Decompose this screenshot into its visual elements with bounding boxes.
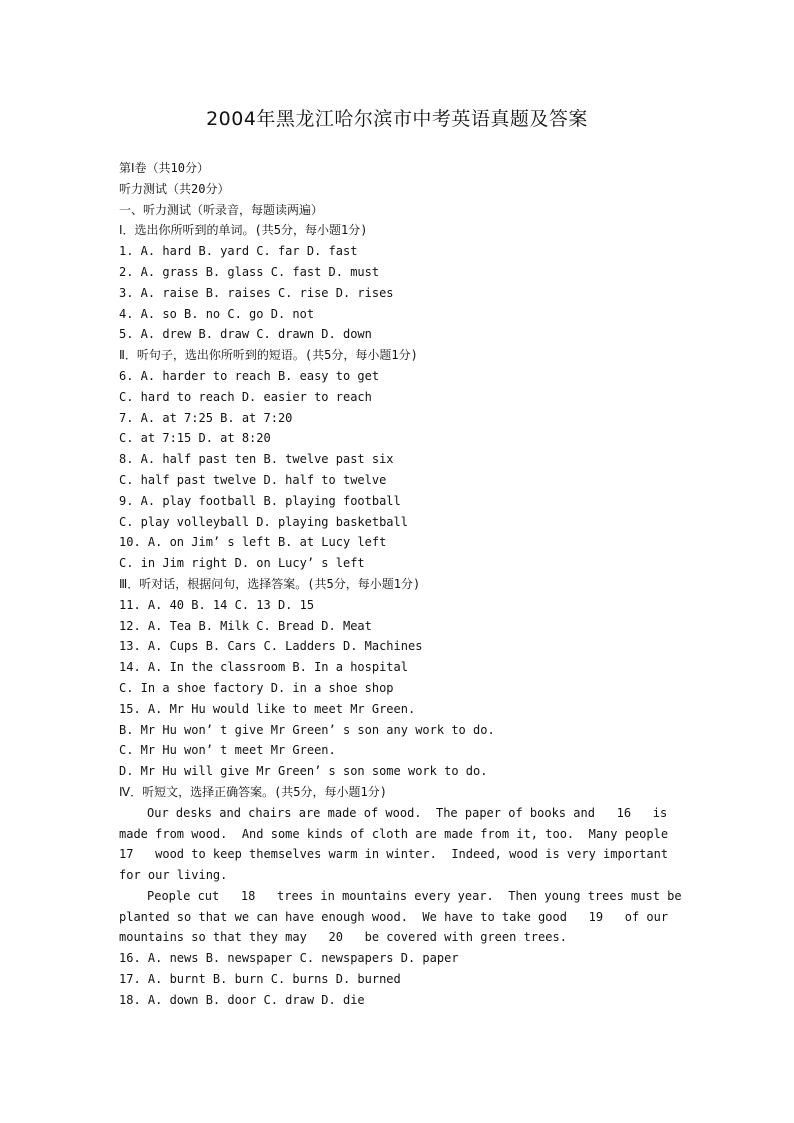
question-line: C. at 7:15 D. at 8:20 [119, 431, 271, 446]
passage-line: People cut 18 trees in mountains every year. Then young trees must be [147, 888, 682, 903]
question-line: 11. A. 40 B. 14 C. 13 D. 15 [119, 597, 315, 612]
question-line: C. in Jim right D. on Lucy’ s left [119, 556, 365, 571]
passage-paragraph [119, 803, 675, 886]
question-line: 15. A. Mr Hu would like to meet Mr Green. [119, 701, 416, 716]
part1-heading: Ⅰ．选出你所听到的单词。(共5分，每小题1分) [119, 223, 368, 238]
question-line: 18. A. down B. door C. draw D. die [119, 992, 365, 1007]
question-line: C. hard to reach D. easier to reach [119, 389, 372, 404]
question-line: 8. A. half past ten B. twelve past six [119, 452, 394, 467]
question-line: C. Mr Hu won’ t meet Mr Green. [119, 743, 336, 758]
question-line: C. play volleyball D. playing basketball [119, 514, 408, 529]
question-line: 13. A. Cups B. Cars C. Ladders D. Machines [119, 639, 423, 654]
passage-line: made from wood. And some kinds of cloth are made from it, too. Many people [119, 826, 669, 841]
passage-line: Our desks and chairs are made of wood. The paper of books and 16 is [147, 805, 668, 820]
question-line: C. In a shoe factory D. in a shoe shop [119, 680, 394, 695]
question-line: 3. A. raise B. raises C. rise D. rises [119, 285, 394, 300]
question-line: 5. A. drew B. draw C. drawn D. down [119, 327, 372, 342]
question-line: 7. A. at 7:25 B. at 7:20 [119, 410, 293, 425]
part4-heading: Ⅳ．听短文，选择正确答案。(共5分，每小题1分) [119, 784, 387, 799]
question-line: 17. A. burnt B. burn C. burns D. burned [119, 972, 401, 987]
passage-line: 17 wood to keep themselves warm in winter. Indeed, wood is very important [119, 847, 669, 862]
question-line: C. half past twelve D. half to twelve [119, 472, 387, 487]
question-line: 16. A. news B. newspaper C. newspapers D. paper [119, 951, 459, 966]
question-line: B. Mr Hu won’ t give Mr Green’ s son any work to do. [119, 722, 495, 737]
part2-heading: Ⅱ．听句子，选出你所听到的短语。(共5分，每小题1分) [119, 348, 418, 363]
section-heading: 听力测试（共20分） [119, 181, 230, 196]
passage-line: for our living. [119, 868, 228, 883]
question-line: 6. A. harder to reach B. easy to get [119, 368, 380, 383]
question-line: 1. A. hard B. yard C. far D. fast [119, 244, 358, 259]
question-line: 4. A. so B. no C. go D. not [119, 306, 315, 321]
document-body [119, 158, 682, 1011]
question-line: D. Mr Hu will give Mr Green’ s son some work to do. [119, 764, 488, 779]
question-line: 12. A. Tea B. Milk C. Bread D. Meat [119, 618, 372, 633]
question-line: 10. A. on Jim’ s left B. at Lucy left [119, 535, 387, 550]
section-heading: 一、听力测试（听录音，每题读两遍） [119, 202, 324, 217]
part3-heading: Ⅲ．听对话，根据问句，选择答案。(共5分，每小题1分) [119, 576, 421, 591]
passage-line: planted so that we can have enough wood. We have to take good 19 of our [119, 909, 669, 924]
passage-line: mountains so that they may 20 be covered with green trees. [119, 930, 567, 945]
page-title: 2004年黑龙江哈尔滨市中考英语真题及答案 [206, 108, 588, 130]
question-line: 14. A. In the classroom B. In a hospital [119, 660, 408, 675]
section-heading: 第Ⅰ卷（共10分） [119, 161, 209, 175]
question-line: 9. A. play football B. playing football [119, 493, 401, 508]
passage-paragraph [119, 886, 682, 948]
question-line: 2. A. grass B. glass C. fast D. must [119, 264, 380, 279]
